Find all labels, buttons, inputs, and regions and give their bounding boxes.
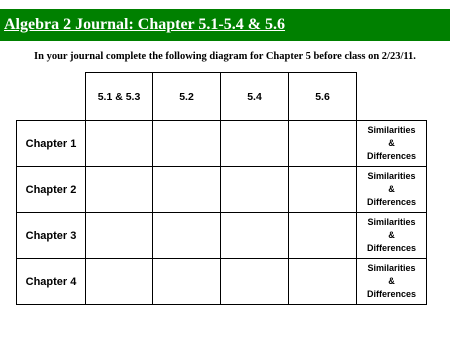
table-cell (289, 213, 357, 259)
table-cell (221, 213, 289, 259)
similarities-header-cell (357, 73, 427, 121)
table-cell (86, 259, 153, 305)
header-row (17, 73, 427, 121)
table-cell (289, 121, 357, 167)
differences-line: Differences (366, 197, 417, 207)
table-cell (221, 121, 289, 167)
similarities-cell (357, 167, 427, 213)
similarities-cell (357, 213, 427, 259)
page-title: Algebra 2 Journal: Chapter 5.1-5.4 & 5.6 (4, 16, 286, 33)
table-cell (289, 259, 357, 305)
table-cell (153, 167, 221, 213)
table-cell (153, 259, 221, 305)
ampersand-line: & (388, 184, 395, 194)
row-label: Chapter 1 (17, 121, 86, 167)
similarities-cell (357, 259, 427, 305)
differences-line: Differences (366, 151, 417, 161)
similarities-line: Similarities (367, 263, 416, 273)
similarities-line: Similarities (367, 171, 416, 181)
column-header: 5.1 & 5.3 (86, 73, 153, 121)
differences-line: Differences (366, 243, 417, 253)
table-cell (86, 121, 153, 167)
table-row (17, 167, 427, 213)
table-row (17, 259, 427, 305)
table-cell (221, 259, 289, 305)
column-header: 5.6 (289, 73, 357, 121)
similarities-line: Similarities (367, 125, 416, 135)
table-cell (86, 213, 153, 259)
table-row (17, 121, 427, 167)
table-row (17, 213, 427, 259)
row-label: Chapter 2 (17, 167, 86, 213)
ampersand-line: & (388, 230, 395, 240)
table-cell (153, 121, 221, 167)
table-cell (86, 167, 153, 213)
similarities-cell (357, 121, 427, 167)
chapter-diagram-table (16, 72, 427, 305)
column-header: 5.4 (221, 73, 289, 121)
row-label: Chapter 4 (17, 259, 86, 305)
column-header: 5.2 (153, 73, 221, 121)
differences-line: Differences (366, 289, 417, 299)
table-cell (221, 167, 289, 213)
table-cell (153, 213, 221, 259)
ampersand-line: & (388, 138, 395, 148)
title-bar (0, 9, 450, 41)
row-label: Chapter 3 (17, 213, 86, 259)
corner-cell (17, 73, 86, 121)
similarities-line: Similarities (367, 217, 416, 227)
ampersand-line: & (388, 276, 395, 286)
table-cell (289, 167, 357, 213)
instructions-text: In your journal complete the following diagram for Chapter 5 before class on 2/23/11. (34, 51, 416, 62)
